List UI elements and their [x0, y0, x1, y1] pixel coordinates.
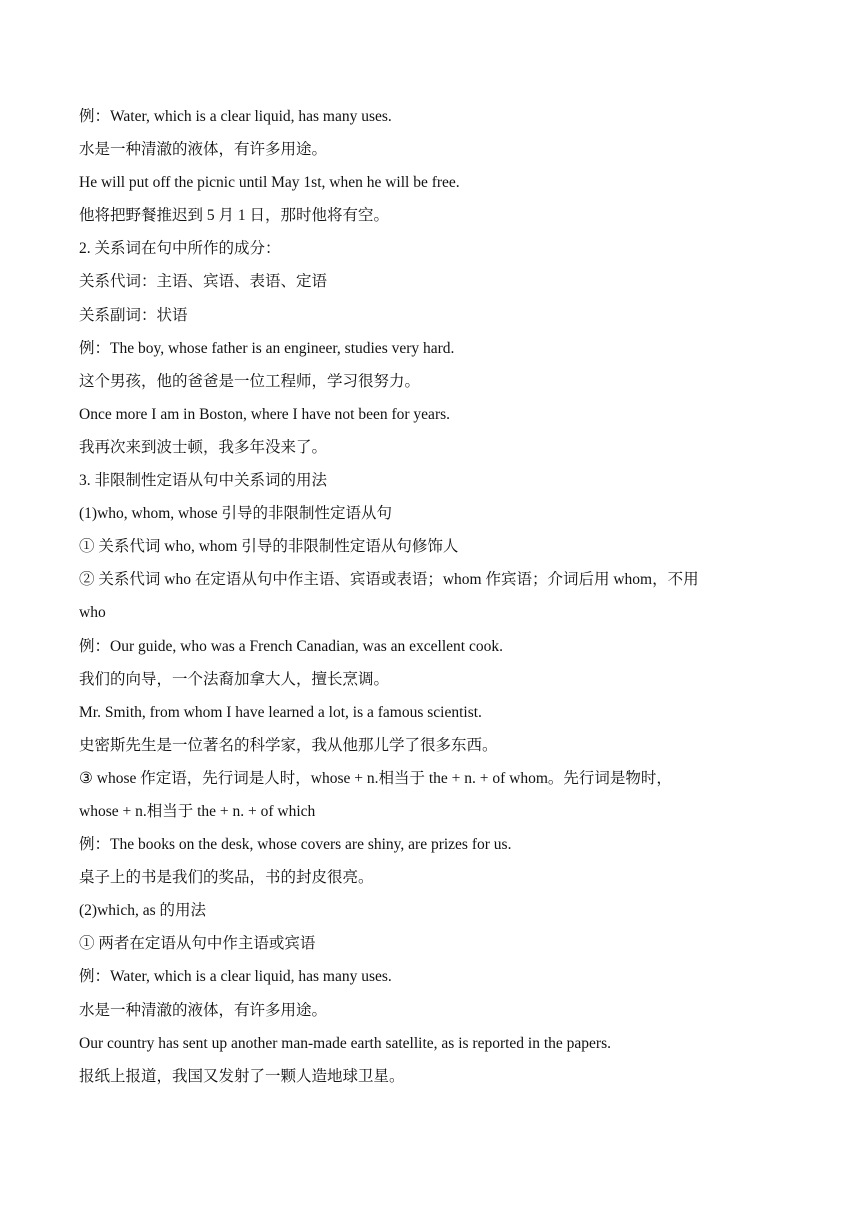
- section-heading: 2. 关系词在句中所作的成分：: [79, 240, 281, 258]
- section-heading: 3. 非限制性定语从句中关系词的用法: [79, 472, 328, 490]
- text-line: ① 两者在定语从句中作主语或宾语: [79, 935, 316, 953]
- text-line: He will put off the picnic until May 1st, when he will be free.: [79, 174, 460, 192]
- subsection-heading: (1)who, whom, whose 引导的非限制性定语从句: [79, 505, 392, 523]
- text-line: ③ whose 作定语，先行词是人时，whose + n.相当于 the + n. + of whom。先行词是物时，: [79, 769, 672, 787]
- text-line: 我们的向导，一个法裔加拿大人，擅长烹调。: [79, 670, 390, 688]
- text-line: 关系代词：主语、宾语、表语、定语: [79, 273, 328, 291]
- text-line: 例：Our guide, who was a French Canadian, was an excellent cook.: [79, 637, 503, 655]
- subsection-heading: (2)which, as 的用法: [79, 902, 206, 920]
- text-line: 我再次来到波士顿，我多年没来了。: [79, 438, 328, 456]
- text-line: 这个男孩，他的爸爸是一位工程师，学习很努力。: [79, 372, 421, 390]
- text-line: 水是一种清澈的液体，有许多用途。: [79, 141, 328, 159]
- text-line: 水是一种清澈的液体，有许多用途。: [79, 1001, 328, 1019]
- text-line: Our country has sent up another man-made earth satellite, as is reported in the papers.: [79, 1034, 611, 1052]
- text-line: whose + n.相当于 the + n. + of which: [79, 802, 316, 820]
- text-line: 桌子上的书是我们的奖品，书的封皮很亮。: [79, 869, 374, 887]
- text-line: 例：The books on the desk, whose covers are shiny, are prizes for us.: [79, 836, 512, 854]
- text-line: Mr. Smith, from whom I have learned a lot, is a famous scientist.: [79, 703, 482, 721]
- text-line: Once more I am in Boston, where I have not been for years.: [79, 405, 451, 423]
- text-line: ① 关系代词 who, whom 引导的非限制性定语从句修饰人: [79, 538, 459, 556]
- text-line: 报纸上报道，我国又发射了一颗人造地球卫星。: [79, 1067, 405, 1085]
- text-line: 例：The boy, whose father is an engineer, studies very hard.: [79, 339, 455, 357]
- text-line: ② 关系代词 who 在定语从句中作主语、宾语或表语；whom 作宾语；介词后用 whom，不用: [79, 571, 699, 589]
- text-line: 关系副词：状语: [79, 306, 188, 324]
- text-line: who: [79, 604, 106, 622]
- text-line: 他将把野餐推迟到 5 月 1 日，那时他将有空。: [79, 207, 390, 225]
- document-body: [79, 100, 779, 1093]
- text-line: 史密斯先生是一位著名的科学家，我从他那儿学了很多东西。: [79, 736, 498, 754]
- text-line: 例：Water, which is a clear liquid, has many uses.: [79, 968, 392, 986]
- text-line: 例：Water, which is a clear liquid, has many uses.: [79, 108, 392, 125]
